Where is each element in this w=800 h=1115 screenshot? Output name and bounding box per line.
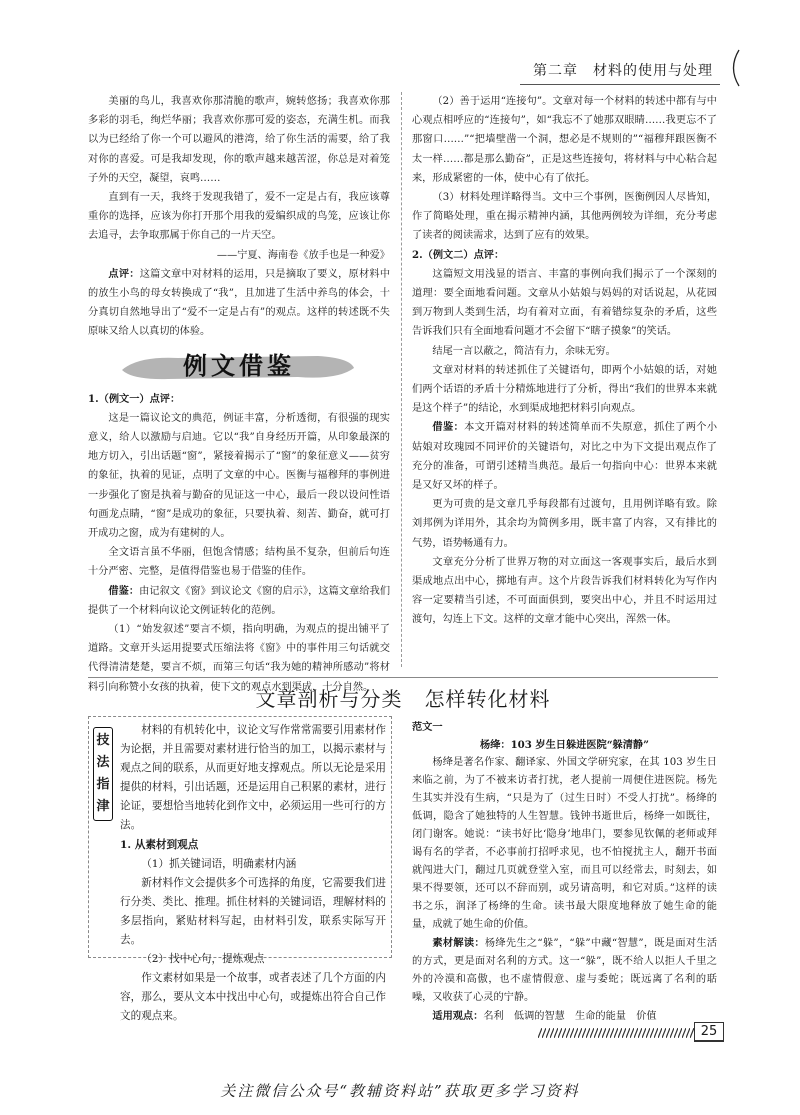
skills-text [120,721,386,1023]
material-text: 杨绛先生之“躲”，“躲”中藏“智慧”，既是面对生活的方式，更是面对名利的方式。这一“躲”，既不给人以拒人千里之外的冷漠和高傲，也不虚情假意、虚与委蛇；既远离了名利的聒噪，又收获了心灵的宁静。 [412,938,718,1003]
example-two-heading: 2.（例文二）点评： [412,248,505,261]
chapter-header [520,50,745,86]
example-two-comment: 更为可贵的是文章几乎每段都有过渡句，且用例详略有致。除刘邦例为详用外，其余均为简例多用，既丰富了内容，又有排比的气势，语势畅通有力。 [412,499,717,549]
example-banner-title: 例文借鉴 [183,351,295,380]
applicable-label: 适用观点： [432,1010,484,1022]
badge-char: 津 [96,799,110,814]
badge-char: 法 [96,755,110,770]
skills-badge [93,727,113,821]
comment-label: 点评： [108,267,140,280]
example-two-comment: 文章对材料的转述抓住了关键语句，即两个小姑娘的话，对她们两个话语的矛盾十分精炼地进行了分析，得出“我们的世界本来就是这个样子”的结论，水到渠成地把材料引向观点。 [412,364,717,415]
borrow-label: 借鉴： [108,584,140,597]
example-one-comment: 这是一篇议论文的典范，例证丰富，分析透彻，有很强的现实意义，给人以激励与启迪。它以“我”自身经历开篇，从印象最深的地方切入，引出话题“窗”，紧接着揭示了“窗”的象征意义——贫穷的象征，执着的见证，点明了文章的中心。医衡与福穆拜的事例进一步强化了窗是执着与勤奋的见证这一中心，最后一段以设问性语句画龙点睛，“窗”是成功的象征，只要执着、刻苦、勤奋，就可打开成功之窗，成为有建树的人。 [88,412,390,540]
comment-paragraph [88,265,390,342]
skills-intro: 材料的有机转化中，议论文写作常常需要引用素材作为论据，并且需要对素材进行恰当的加工，以揭示素材与观点之间的联系，从而更好地支撑观点。所以无论是采用提供的材料，引出话题，还是运用自己积累的素材，进行论证，要想恰当地转化到作文中，必须运用一些可行的方法。 [120,724,386,832]
applicable-views [412,1007,717,1026]
section-title [88,684,718,714]
section-rule [88,677,718,678]
left-column [88,92,391,693]
borrow-text: 本文开篇对材料的转述简单而不失原意，抓住了两个小姑娘对玫瑰园不同评价的关键语句，对比之中为下文提出观点作了充分的准备，可谓引述精当典范。最后一句指向中心：世界本来就是又好又坏的样子。 [412,422,718,492]
borrow-text: 由记叙文《窗》到议论文《窗的启示》，这篇文章给我们提供了一个材料向议论文例证转化的范例。 [88,585,391,616]
header-rule [520,84,720,85]
borrow-paragraph [88,582,390,620]
badge-char: 指 [96,777,110,792]
example-one-comment: 全文语言虽不华丽，但饱含情感；结构虽不复杂，但前后句连十分严密、完整，是值得借鉴也易于借鉴的佳作。 [88,547,390,578]
sample-label: 范文一 [412,721,443,733]
skills-paragraph: 作文素材如果是一个故事，或者表述了几个方面的内容，那么，要从文本中找出中心句，或提炼出符合自己作文的观点来。 [120,972,386,1023]
material-reading [412,934,717,1007]
chapter-title: 第二章 材料的使用与处理 [533,63,713,79]
example-banner [88,346,390,386]
example-one-point: （1）“始发叙述”要言不烦，指向明确，为观点的提出铺平了道路。文章开头运用提要式压缩法将《窗》中的事件用三句话就交代得清清楚楚，要言不烦，而第三句话“我为她的精神所感动”将材料引向称赞小女孩的执着，使下文的观点水到渠成，十分自然。 [88,624,390,693]
skills-heading: 1. 从素材到观点 [120,838,199,851]
example-two-comment: 结尾一言以蔽之，简洁有力，余味无穷。 [432,345,616,357]
comment-text: 这篇文章中对材料的运用，只是摘取了要义，原材料中的放生小鸟的母女转换成了“我”，且加进了生活中养鸟的体会，十分真切自然地导出了“爱不一定是占有”的观点。这样的转述既不失原味又给人以真切的体验。 [88,268,391,338]
footer-hatch-icon [538,1028,694,1038]
bracket-ornament-icon [725,50,745,86]
applicable-text: 名利 低调的智慧 生命的能量 价值 [483,1011,657,1022]
badge-char: 技 [96,733,110,748]
example-one-point: （2）善于运用“连接句”。文章对每一个材料的转述中都有与中心观点相呼应的“连接句”，如“我忘不了她那双眼睛……我更忘不了那窗口……”“把墙壁凿一个洞，想必是不规则的”“福穆拜跟医衡不太一样……都是那么勤奋”，正是这些连接句，将材料与中心粘合起来，形成紧密的一体，使中心有了依托。 [412,96,717,184]
footer-note: 关注微信公众号“教辅资料站”获取更多学习资料 [220,1082,580,1100]
example-two-comment: 这篇短文用浅显的语言、丰富的事例向我们揭示了一个深刻的道理：要全面地看问题。文章从小姑娘与妈妈的对话说起，从花园到万物到人类到生活，均有着对立面，有着错综复杂的矛盾，这些告诉我们只有全面地看问题才不会留下“瞎子摸象”的笑话。 [412,268,717,338]
right-column [412,92,717,670]
essay-source: ——宁夏、海南卷《放手也是一种爱》 [216,249,390,261]
section-title-sub: 怎样转化材料 [424,687,551,711]
section-title-main: 文章剖析与分类 [255,687,403,711]
page-number: 25 [694,1022,724,1042]
example-one-heading: 1.（例文一）点评： [88,392,181,405]
essay-paragraph: 美丽的鸟儿，我喜欢你那清脆的歌声，婉转悠扬；我喜欢你那多彩的羽毛，绚烂华丽；我喜欢你那可爱的姿态，充满生机。而我以为已经给了你一个可以避风的港湾，给了你生活的需要，给了我对你的喜爱。可是我却发现，你的歌声越来越苦涩，你总是对着笼子外的天空，凝望，哀鸣…… [88,96,390,184]
column-divider [401,92,402,667]
material-label: 素材解读： [432,937,485,949]
example-one-point: （3）材料处理详略得当。文中三个事例，医衡例因人尽皆知，作了简略处理，重在揭示精神内涵，其他两例较为详细，充分考虑了读者的阅读需求，达到了应有的效果。 [412,192,717,242]
sample-essay [412,718,718,1022]
skills-subheading: （1）抓关键词语，明确素材内涵 [141,857,297,870]
sample-title: 杨绛：103 岁生日躲进医院“躲清静” [480,739,649,751]
borrow-paragraph [412,418,717,495]
sample-paragraph: 杨绛是著名作家、翻译家、外国文学研究家，在其 103 岁生日来临之前，为了不被来访者打扰，老人提前一周便住进医院。杨先生其实并没有生病，“只是为了（过生日时）不受人打扰”。杨绛的低调，隐含了她独特的人生智慧。钱钟书逝世后，杨绛一如既往，闭门谢客。她说：“读书好比‘隐身’地串门，要参见钦佩的老师或拜谒有名的学者，不必事前打招呼求见，也不怕搅扰主人，翻开书面就闯进大门，翻过几页就登堂入室，而且可以经常去，时刻去，如果不得要领，还可以不辞而别，或另请高明，和它对质。”这样的读书之乐，润泽了杨绛的生命。读书最大限度地释放了她生命的能量，成就了她生命的价值。 [412,757,717,930]
example-two-comment: 文章充分分析了世界万物的对立面这一客观事实后，最后水到渠成地点出中心，掷地有声。这个片段告诉我们材料转化为写作内容一定要精当引述，不可面面俱到，要突出中心，并且不时运用过渡句，勾连上下文。这样的文章才能中心突出，浑然一体。 [412,556,717,626]
essay-paragraph: 直到有一天，我终于发现我错了，爱不一定是占有，我应该尊重你的选择，应该为你打开那个用我的爱编织成的鸟笼，应该让你去追寻，去争取那属于你自己的一片天空。 [88,192,390,242]
skills-paragraph: 新材料作文会提供多个可选择的角度，它需要我们进行分类、类比、推理。抓住材料的关键词语，理解材料的多层指向，紧贴材料写起，由材料引发，联系实际写开去。 [120,876,386,947]
skills-subheading: （2）找中心句，提炼观点 [141,953,265,966]
borrow-label: 借鉴： [432,421,465,434]
